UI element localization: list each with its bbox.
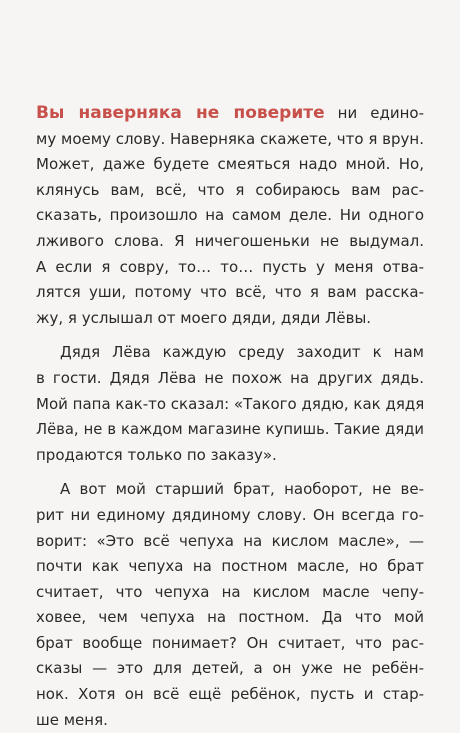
paragraph-gap [36, 468, 424, 477]
text-line [36, 101, 424, 127]
text-line: ховее, чем чепуха на постном. Да что мой [36, 608, 424, 627]
text-line: клянусь вам, всё, что я собираюсь вам рас- [36, 180, 424, 199]
text-line: сказы — это для детей, а он уже не ребён- [36, 659, 424, 678]
text-line: сказать, произошло на самом деле. Ни одного [36, 206, 424, 225]
paragraph-gap [36, 331, 424, 340]
text-line: му моему слову. Наверняка скажете, что я врун. [36, 129, 424, 148]
text-line: Мой папа как-то сказал: «Такого дядю, как дядя [36, 394, 425, 413]
lead-phrase: Вы наверняка не поверите [36, 103, 325, 123]
text-line: Может, даже будете смеяться надо мной. Но, [36, 155, 424, 174]
text-line: ворит: «Это всё чепуха на кислом масле», — [36, 531, 424, 550]
text-line: продаются только по заказу». [36, 445, 277, 464]
text-line: почти как чепуха на постном масле, но брат [36, 557, 424, 576]
text-line: ше меня. [36, 710, 108, 729]
text-line: в гости. Дядя Лёва не похож на других дядь. [36, 368, 424, 387]
text-block [36, 101, 424, 733]
text-line: считает, что чепуха на кислом масле чепу- [36, 582, 424, 601]
line-tail: ни едино- [324, 104, 424, 122]
text-line: нок. Хотя он всё ещё ребёнок, пусть и стар- [36, 685, 424, 704]
text-line: рит ни единому дядиному слову. Он всегда го- [36, 505, 424, 524]
text-line: брат вообще понимает? Он считает, что рас- [36, 633, 424, 652]
text-line: А вот мой старший брат, наоборот, не ве- [60, 480, 424, 499]
text-line: лживого слова. Я ничегошеньки не выдумал. [36, 231, 424, 250]
text-line: жу, я услышал от моего дяди, дяди Лёвы. [36, 308, 372, 327]
text-line: Дядя Лёва каждую среду заходит к нам [60, 343, 424, 362]
text-line: Лёва, не в каждом магазине купишь. Такие дяди [36, 421, 424, 439]
text-line: А если я совру, то… то… пусть у меня отва- [36, 257, 424, 276]
text-line: лятся уши, потому что всё, что я вам расска- [36, 283, 424, 302]
